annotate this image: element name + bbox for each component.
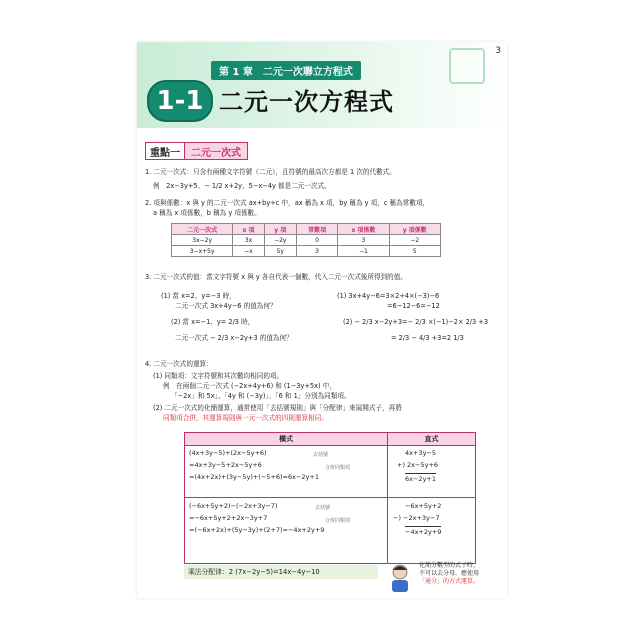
def-value: 3. 二元一次式的值：當文字符號 x 與 y 各自代表一個數，代入二元一次式後所得到的值。 [145,273,407,281]
table-cell: 3 [338,235,389,246]
table-header: 二元一次式 [172,224,233,235]
annotation: 去括號 [315,505,331,511]
decoration-shape [449,48,485,84]
step: (−6x+5y+2)−(−2x+3y−7) [189,502,278,510]
table-cell: 5 [389,246,440,257]
terms-table [171,223,441,257]
table-divider [185,445,475,446]
table-header-horizontal: 橫式 [185,433,387,445]
keypoint-label: 重點一 [145,142,185,160]
vertical-step: −4x+2y+9 [405,528,442,536]
page-number: 3 [495,46,501,56]
tip-line: 不可以去分母，應使用 [419,570,480,577]
vertical-step: 6x−2y+1 [405,475,436,483]
distributive-law: 乘法分配律：2 (7x−2y−5)=14x−4y−10 [184,565,378,579]
answer-1b: =6−12−6=−12 [387,302,440,310]
question-1b: 二元一次式 3x+4y−6 的值為何？ [175,302,277,310]
step: =(−6x+2x)+(5y−3y)+(2+7)=−4x+2y+9 [189,526,325,534]
like-terms-def: (1) 同類項：文字符號和其次數均相同的項。 [153,372,284,380]
vertical-step: −) −2x+3y−7 [393,514,440,522]
simplify-rule-2: 同類項合併，其運算規則與一元一次式的四則運算相同。 [163,414,328,422]
vertical-step: +) 2x−5y+6 [397,461,439,469]
step: =(4x+2x)+(3y−5y)+(−5+6)=6x−2y+1 [189,473,319,481]
table-divider [185,497,475,498]
table-header-vertical: 直式 [388,433,475,445]
vertical-step: 4x+3y−5 [405,449,436,457]
keypoint-title: 二元一次式 [185,142,248,160]
table-row [172,246,441,257]
section-title: 二元一次方程式 [219,88,394,116]
chapter-label: 第 1 章 二元一次聯立方程式 [211,61,361,80]
question-2a: (2) 當 x=−1、y= 2/3 時， [171,318,255,326]
table-header: y 項係數 [389,224,440,235]
tip-note [419,562,479,586]
example-1: 例 2x−3y+5、− 1/2 x+2y、5−x−4y 都是二元一次式。 [153,182,331,190]
table-row [172,235,441,246]
operation-table [184,432,476,564]
answer-1a: (1) 3x+4y−6=3×2+4×(−3)−6 [337,292,440,300]
table-header: x 項係數 [338,224,389,235]
simplify-rule-1: (2) 二元一次式的化簡運算，通常使用「去括號規則」與「分配律」來展開式子，再將 [153,404,402,412]
table-header: x 項 [233,224,264,235]
table-header: y 項 [264,224,296,235]
table-cell: −1 [338,246,389,257]
textbook-page [137,42,507,598]
student-avatar-icon [387,562,413,592]
table-cell: 5y [264,246,296,257]
annotation: 合併同類項 [325,518,351,524]
table-header-row [172,224,441,235]
def-terms-line1: 2. 項與係數：x 與 y 的二元一次式 ax+by+c 中，ax 稱為 x 項，by 稱為 y 項，c 稱為常數項， [145,199,430,207]
step: =−6x+5y+2+2x−3y+7 [189,514,268,522]
answer-2a: (2) − 2/3 x−2y+3=− 2/3 ×(−1)−2× 2/3 +3 [343,318,489,326]
tip-line: 化簡分數型的式子時， [419,562,480,569]
step: (4x+3y−5)+(2x−5y+6) [189,449,267,457]
tip-line: 「通分」的方式運算。 [419,578,480,585]
table-header: 常數項 [296,224,337,235]
question-2b: 二元一次式 − 2/3 x−2y+3 的值為何？ [175,334,293,342]
vertical-step: −6x+5y+2 [405,502,442,510]
table-cell: 3x−2y [172,235,233,246]
like-terms-example-1: 例 在兩個二元一次式 (−2x+4y+6) 和 (1−3y+5x) 中， [163,382,336,390]
annotation: 合併同類項 [325,465,351,471]
keypoint-heading [145,142,248,160]
table-cell: −2y [264,235,296,246]
answer-2b: = 2/3 − 4/3 +3=2 1/3 [391,334,464,342]
table-divider [387,433,388,563]
table-cell: 3−x+5y [172,246,233,257]
table-cell: −2 [389,235,440,246]
annotation: 去括號 [313,452,329,458]
table-cell: −x [233,246,264,257]
def-terms-line2: a 稱為 x 項係數，b 稱為 y 項係數。 [153,209,261,217]
table-cell: 3x [233,235,264,246]
def-operations: 4. 二元一次式的運算： [145,360,213,368]
question-1a: (1) 當 x=2、y=−3 時， [161,292,236,300]
section-number: 1-1 [147,80,213,122]
table-cell: 0 [296,235,337,246]
table-cell: 3 [296,246,337,257]
like-terms-example-2: 「−2x」和 5x」、「4y 和 (−3y)」、「6 和 1」分別為同類項。 [171,392,351,400]
def-linear-expression: 1. 二元一次式：只含有兩種文字符號（二元），且符號的最高次方都是 1 次的代數式。 [145,168,396,176]
step: =4x+3y−5+2x−5y+6 [189,461,262,469]
